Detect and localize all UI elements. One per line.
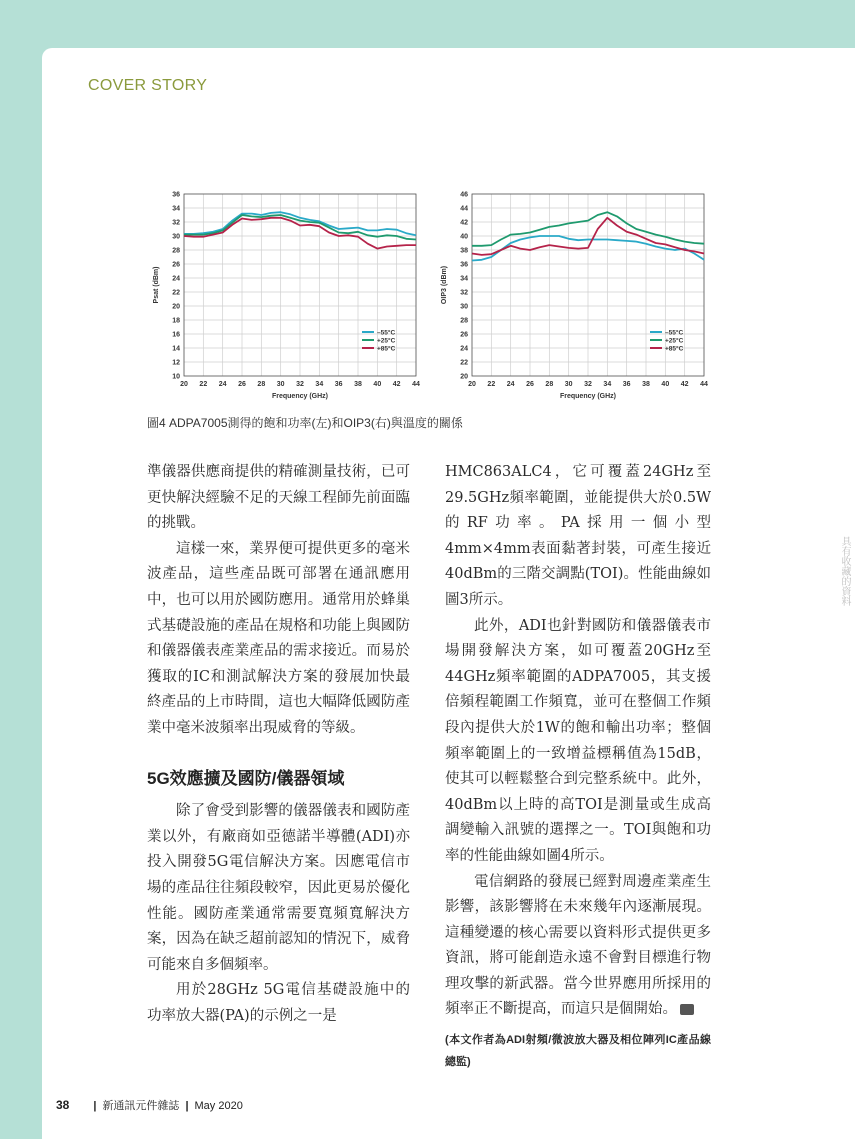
x-tick-label: 34 [603,381,612,388]
oip3-chart-svg [428,182,718,412]
figure-caption: 圖4 ADPA7005測得的飽和功率(左)和OIP3(右)與溫度的關係 [147,416,463,430]
y-axis-label: Psat (dBm) [153,266,160,304]
paragraph: 此外，ADI也針對國防和儀器儀表市場開發解決方案，如可覆蓋20GHz至44GHz頻率範圍的ADPA7005，其支援倍頻程範圍工作頻寬，並可在整個工作頻段內提供大於1W的飽和輸出功率；整個頻率範圍上的一致增益標稱值為15dB，使其可以輕鬆整合到完整系統中。此外，40dBm以上時的高TOI是測量或生成高調變輸入訊號的選擇之一。TOI與飽和功率的性能曲線如圖4所示。 [445,617,711,864]
y-axis-label: OIP3 (dBm) [441,265,448,305]
section-heading: 5G效應擴及國防/儀器領域 [147,768,345,788]
legend-label: –55°C [377,329,396,337]
x-axis-label: Frequency (GHz) [271,393,329,400]
x-tick-label: 22 [487,381,496,388]
legend-label: +25°C [665,337,684,345]
y-tick-label: 40 [460,233,468,241]
paragraph-end [445,870,711,1024]
x-tick-label: 42 [680,381,689,388]
x-tick-label: 30 [276,381,285,388]
oip3-chart [428,182,718,412]
x-tick-label: 36 [622,381,631,388]
paragraph: 用於28GHz 5G電信基礎設施中的功率放大器(PA)的示例之一是 [147,982,410,1024]
magazine-name: 新通訊元件雜誌 [102,1100,180,1112]
y-tick-label: 32 [460,289,468,297]
y-tick-label: 26 [460,331,468,339]
paragraph-text: 電信網路的發展已經對周邊產業產生影響，該影響將在未來幾年內逐漸展現。這種變遷的核心需要以資料形式提供更多資訊，將可能創造永遠不會對目標進行物理攻擊的新武器。當今世界應用所採用的頻率正不斷提高，而這只是個開始。 [445,873,711,1018]
y-tick-label: 30 [460,303,468,311]
article-end-icon [680,1004,694,1015]
y-tick-label: 18 [172,317,180,325]
y-tick-label: 30 [172,233,180,241]
legend-label: +85°C [377,345,396,353]
issue-date: May 2020 [194,1100,243,1112]
y-tick-label: 34 [172,205,180,213]
x-tick-label: 40 [373,381,382,388]
y-tick-label: 22 [460,359,468,367]
y-tick-label: 28 [172,247,180,255]
y-tick-label: 28 [460,317,468,325]
y-tick-label: 38 [460,247,468,255]
paragraph: 這樣一來，業界便可提供更多的毫米波產品，這些產品既可部署在通訊應用中，也可以用於國防應用。通常用於蜂巢式基礎設施的產品在規格和功能上與國防和儀器儀表產業產品的需求接近。而易於獲取的IC和測試解決方案的發展加快最終產品的上市時間，這也大幅降低國防產業中毫米波頻率出現威脅的等級。 [147,540,410,736]
y-tick-label: 42 [460,219,468,227]
x-tick-label: 44 [412,381,420,388]
y-tick-label: 32 [172,219,180,227]
x-tick-label: 38 [642,381,650,388]
footer-divider: | [93,1100,97,1112]
x-tick-label: 30 [564,381,573,388]
y-tick-label: 22 [172,289,180,297]
x-tick-label: 26 [238,381,246,388]
y-tick-label: 20 [460,373,468,381]
x-tick-label: 32 [584,381,592,388]
page-footer [56,1097,243,1113]
y-tick-label: 14 [172,345,180,353]
y-tick-label: 44 [460,205,468,213]
y-tick-label: 10 [172,373,180,381]
y-tick-label: 24 [172,275,180,283]
x-axis-label: Frequency (GHz) [559,393,617,400]
legend-label: –55°C [665,329,684,337]
legend-label: +25°C [377,337,396,345]
section-header: COVER STORY [88,77,208,94]
x-tick-label: 24 [218,381,227,388]
paragraph: 準儀器供應商提供的精確測量技術，已可更快解決經驗不足的天線工程師先前面臨的挑戰。 [147,464,410,532]
y-tick-label: 46 [460,191,468,199]
psat-chart [140,182,430,412]
y-tick-label: 34 [460,275,468,283]
x-tick-label: 38 [354,381,362,388]
x-tick-label: 28 [257,381,266,388]
psat-chart-svg [140,182,430,412]
left-column [147,460,410,1029]
x-tick-label: 36 [334,381,343,388]
x-tick-label: 34 [315,381,324,388]
x-tick-label: 20 [468,381,476,388]
right-column [445,460,711,1073]
author-byline: (本文作者為ADI射頻/微波放大器及相位陣列IC產品線總監) [445,1034,711,1069]
y-tick-label: 16 [172,331,180,339]
x-tick-label: 22 [199,381,208,388]
y-tick-label: 24 [460,345,468,353]
x-tick-label: 26 [526,381,534,388]
paragraph: HMC863ALC4，它可覆蓋24GHz至29.5GHz頻率範圍，並能提供大於0.5W的RF功率。PA採用一個小型4mm×4mm表面黏著封裝，可產生接近40dBm的三階交調點(TOI)。性能曲線如圖3所示。 [445,464,711,608]
y-tick-label: 20 [172,303,180,311]
page-number: 38 [56,1098,70,1112]
x-tick-label: 32 [296,381,304,388]
x-tick-label: 44 [700,381,708,388]
x-tick-label: 28 [545,381,554,388]
legend-label: +85°C [665,345,684,353]
footer-divider: | [185,1100,189,1112]
y-tick-label: 36 [460,261,468,269]
paragraph: 除了會受到影響的儀器儀表和國防產業以外，有廠商如亞德諾半導體(ADI)亦投入開發5G電信解決方案。因應電信市場的產品往往頻段較窄，因此更易於優化性能。國防產業通常需要寬頻寬解決方案，因為在缺乏超前認知的情況下，威脅可能來自多個頻率。 [147,803,410,973]
y-tick-label: 36 [172,191,180,199]
x-tick-label: 40 [661,381,670,388]
y-tick-label: 12 [172,359,180,367]
y-tick-label: 26 [172,261,180,269]
x-tick-label: 20 [180,381,188,388]
x-tick-label: 24 [506,381,515,388]
side-note: 具有收藏的資料 [839,536,850,606]
x-tick-label: 42 [392,381,401,388]
